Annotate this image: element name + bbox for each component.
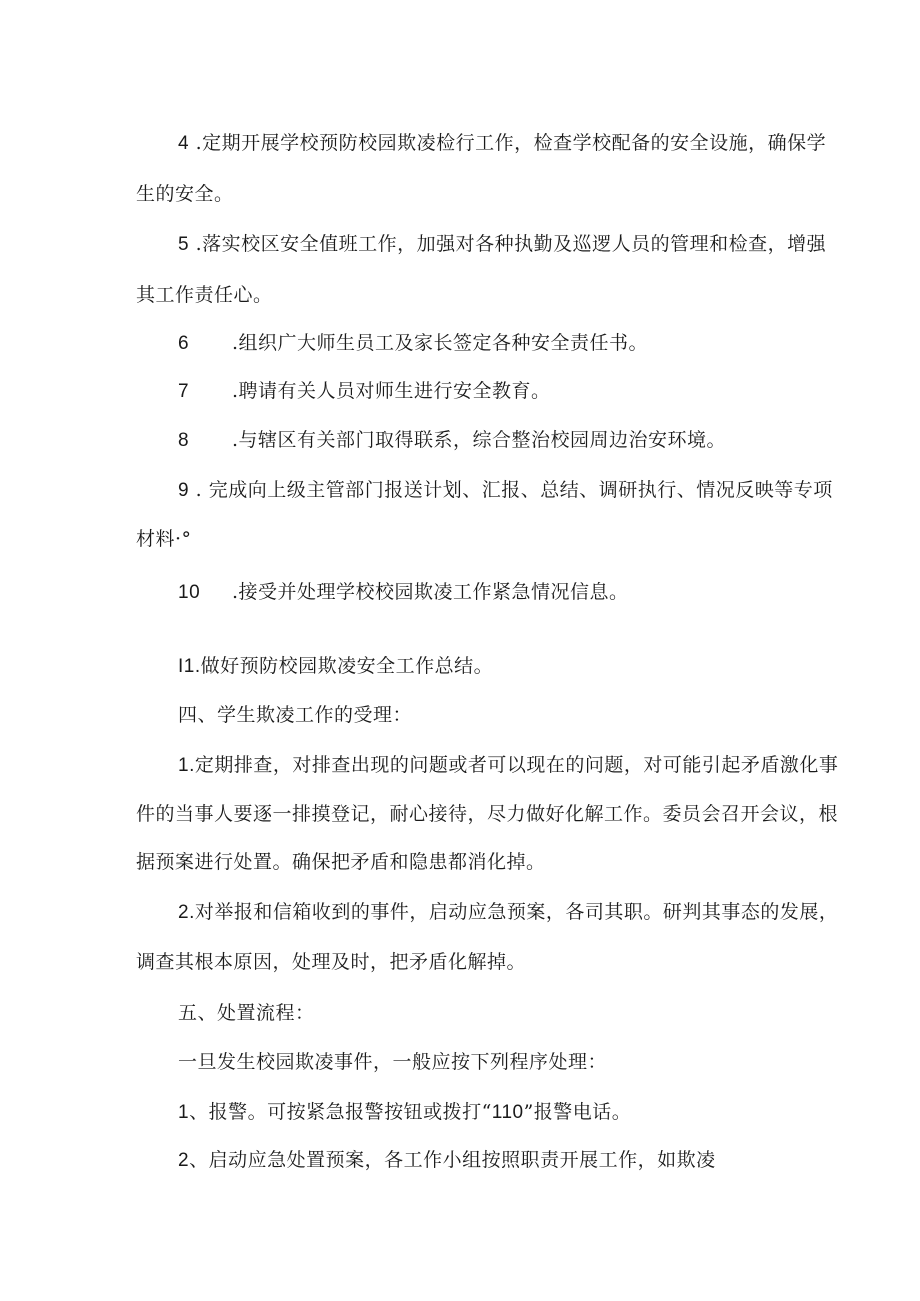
section-5-step-1 [178,1100,631,1125]
section-4-heading: 四、学生欺凌工作的受理： [178,704,413,726]
item-9-line-2: 材料·° [136,528,192,550]
paragraph-number: 1. [178,755,195,776]
section-4-p2-line-1 [178,900,838,925]
item-11-line [178,654,493,679]
item-7-line [178,379,551,404]
item-number: 7 [178,381,190,402]
item-text: .聘请有关人员对师生进行安全教育。 [232,380,551,402]
section-5-step-2 [178,1148,716,1173]
item-4-line-1 [178,131,826,156]
item-number: I1. [178,656,201,677]
item-text: 做好预防校园欺凌安全工作总结。 [200,655,494,677]
item-text: .定期开展学校预防校园欺凌检行工作，检查学校配备的安全设施，确保学 [195,132,827,154]
item-number: 9 [178,480,190,501]
emergency-number: 110 [491,1102,524,1123]
item-number: 8 [178,430,190,451]
item-5-line-1 [178,232,826,257]
section-4-p1-line-1 [178,753,838,778]
item-number: 5 [178,234,190,255]
section-5-heading: 五、处置流程： [178,1002,315,1024]
item-number: 6 [178,333,190,354]
item-text: .组织广大师生员工及家长签定各种安全责任书。 [232,332,649,354]
paragraph-text: 对举报和信箱收到的事件，启动应急预案，各司其职。研判其事态的发展， [194,901,839,923]
step-text: 、启动应急处置预案，各工作小组按照职责开展工作，如欺凌 [189,1149,716,1171]
item-number: 4 [178,133,190,154]
item-text: . 完成向上级主管部门报送计划、汇报、总结、调研执行、情况反映等专项 [195,479,833,501]
section-4-p1-line-2: 件的当事人要逐一排摸登记，耐心接待，尽力做好化解工作。委员会召开会议，根 [136,803,839,825]
item-4-line-2: 生的安全。 [136,183,234,205]
item-text: .落实校区安全值班工作，加强对各种执勤及巡逻人员的管理和检查，增强 [195,233,827,255]
item-number: 10 [178,582,201,603]
item-6-line [178,331,648,356]
section-4-p1-line-3: 据预案进行处置。确保把矛盾和隐患都消化掉。 [136,851,546,873]
item-text: .与辖区有关部门取得联系，综合整治校园周边治安环境。 [232,429,727,451]
section-5-intro: 一旦发生校园欺凌事件，一般应按下列程序处理： [178,1051,608,1073]
item-5-line-2: 其工作责任心。 [136,284,273,306]
step-text: 、报警。可按紧急报警按钮或拨打“ [189,1101,492,1123]
item-text: .接受并处理学校校园欺凌工作紧急情况信息。 [232,581,629,603]
step-number: 1 [178,1102,190,1123]
item-9-line-1 [178,478,833,503]
step-number: 2 [178,1150,190,1171]
step-text-end: ”报警电话。 [523,1101,632,1123]
paragraph-number: 2. [178,902,195,923]
item-10-line [178,580,629,605]
paragraph-text: 定期排查，对排查出现的问题或者可以现在的问题，对可能引起矛盾激化事 [194,754,839,776]
item-8-line [178,428,726,453]
section-4-p2-line-2: 调查其根本原因，处理及时，把矛盾化解掉。 [136,951,527,973]
